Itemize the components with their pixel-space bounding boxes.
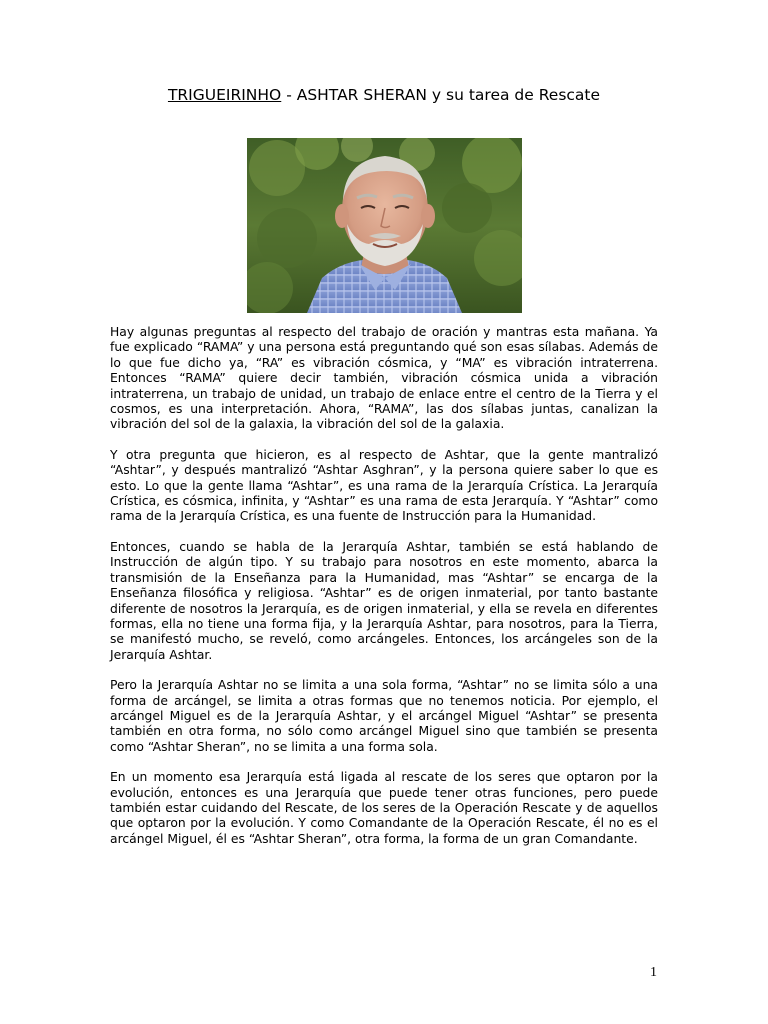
page-title bbox=[0, 86, 768, 104]
paragraph-2: Y otra pregunta que hicieron, es al respecto de Ashtar, que la gente mantralizó “Ashtar”, y después mantralizó “Ashtar Asghran”, y la persona quiere saber lo que es esto. Lo que la gente llama “Ashtar”, es una rama de la Jerarquía Crística. La Jerarquía Crística, es cósmica, infinita, y “Ashtar” es una rama de esta Jerarquía. Y “Ashtar” como rama de la Jerarquía Crística, es una fuente de Instrucción para la Humanidad. bbox=[110, 447, 658, 524]
title-author: TRIGUEIRINHO bbox=[167, 86, 282, 104]
article-body bbox=[110, 325, 658, 862]
portrait-image bbox=[247, 138, 522, 313]
paragraph-1: Hay algunas preguntas al respecto del trabajo de oración y mantras esta mañana. Ya fue explicado “RAMA” y una persona está preguntando qué son esas sílabas. Además de lo que fue dicho ya, “RA” es vibración cósmica, y “MA” es vibración intraterrena. Entonces “RAMA” quiere decir también, vibración cósmica unida a vibración intraterrena, un trabajo de unidad, un trabajo de enlace entre el centro de la Tierra y el cosmos, es una interpretación. Ahora, “RAMA”, las dos sílabas juntas, canalizan la vibración del sol de la galaxia, la vibración del sol de la galaxia. bbox=[110, 325, 658, 432]
paragraph-5: En un momento esa Jerarquía está ligada al rescate de los seres que optaron por la evolución, entonces es una Jerarquía que puede tener otras funciones, pero puede también estar cuidando del Rescate, de los seres de la Operación Rescate y de aquellos que optaron por la evolución. Y como Comandante de la Operación Rescate, él no es el arcángel Miguel, él es “Ashtar Sheran”, otra forma, la forma de un gran Comandante. bbox=[110, 770, 658, 846]
title-text: - ASHTAR SHERAN y su tarea de Rescate bbox=[281, 86, 601, 104]
paragraph-4: Pero la Jerarquía Ashtar no se limita a una sola forma, “Ashtar” no se limita sólo a una forma de arcángel, se limita a otras formas que no tenemos noticia. Por ejemplo, el arcángel Miguel es de la Jerarquía Ashtar, y el arcángel Miguel “Ashtar” se presenta también en otra forma, no sólo como arcángel Miguel sino que también se presenta como “Ashtar Sheran”, no se limita a una forma sola. bbox=[110, 678, 658, 754]
page-number: 1 bbox=[650, 965, 657, 980]
author-photo bbox=[247, 138, 522, 313]
paragraph-3: Entonces, cuando se habla de la Jerarquía Ashtar, también se está hablando de Instrucción de algún tipo. Y su trabajo para nosotros en este momento, abarca la transmisión de la Enseñanza para la Humanidad, mas “Ashtar” se encarga de la Enseñanza filosófica y religiosa. “Ashtar” es de origen inmaterial, por tanto bastante diferente de nosotros la Jerarquía, es de origen inmaterial, y ella se revela en diferentes formas, ella no tiene una forma fija, y la Jerarquía Ashtar, para nosotros, para la Tierra, se manifestó mucho, se reveló, como arcángeles. Entonces, los arcángeles son de la Jerarquía Ashtar. bbox=[110, 539, 658, 662]
